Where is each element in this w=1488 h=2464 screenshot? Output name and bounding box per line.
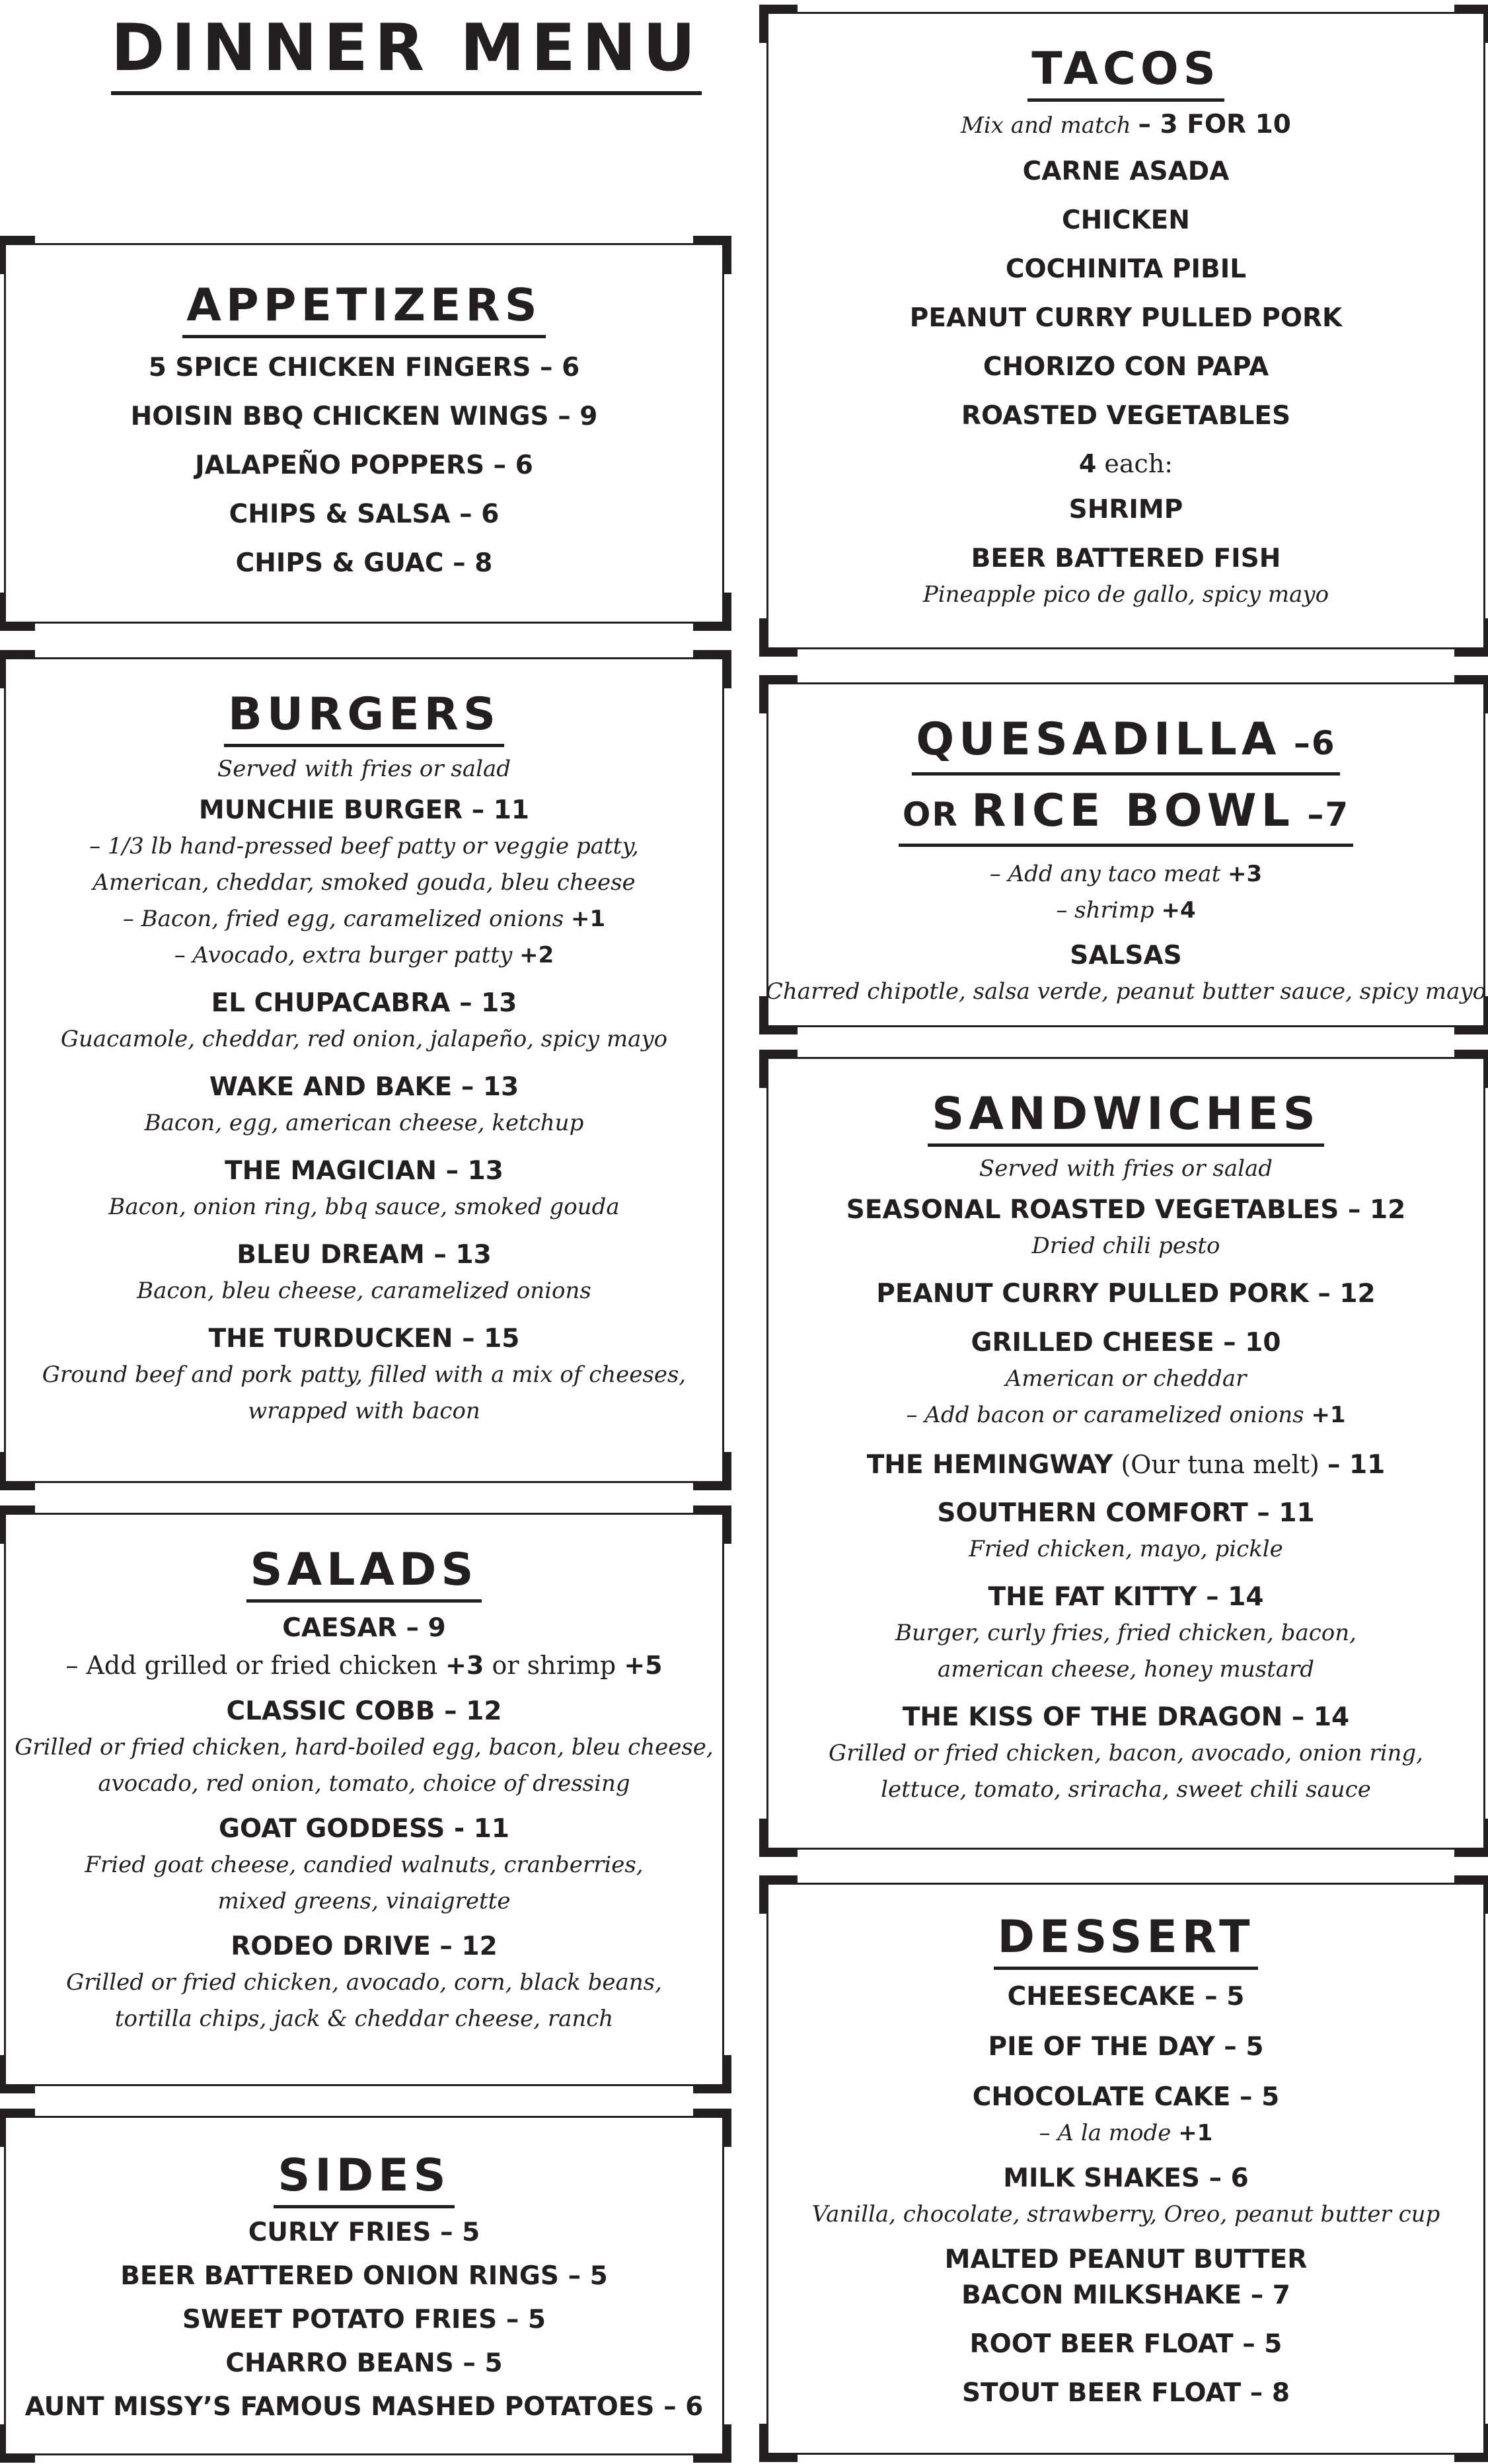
item-option: – Avocado, extra burger patty +2 xyxy=(174,942,554,968)
section-heading: BURGERS xyxy=(224,688,504,747)
corner-bracket xyxy=(759,675,798,713)
menu-item: PEANUT CURRY PULLED PORK xyxy=(909,303,1343,333)
item-description: tortilla chips, jack & cheddar cheese, ranch xyxy=(114,2006,614,2032)
premium-price-note: 4 each: xyxy=(1078,449,1173,478)
tacos-section xyxy=(766,12,1485,649)
corner-bracket xyxy=(0,2055,35,2093)
corner-bracket xyxy=(693,2109,731,2147)
corner-bracket xyxy=(759,1050,798,1088)
item-description: American or cheddar xyxy=(1005,1365,1247,1392)
quesadilla-section xyxy=(766,682,1485,1027)
item-description: Vanilla, chocolate, strawberry, Oreo, peanut butter cup xyxy=(811,2201,1440,2228)
menu-item: SOUTHERN COMFORT – 11 xyxy=(937,1498,1315,1528)
menu-item: CHICKEN xyxy=(1062,205,1190,235)
item-description: Fried goat cheese, candied walnuts, cranberries, xyxy=(85,1852,644,1878)
section-heading: APPETIZERS xyxy=(182,279,546,338)
corner-bracket xyxy=(759,2424,798,2462)
item-description: lettuce, tomato, sriracha, sweet chili sauce xyxy=(881,1776,1371,1803)
menu-item: SEASONAL ROASTED VEGETABLES – 12 xyxy=(846,1195,1406,1225)
corner-bracket xyxy=(1454,675,1488,713)
menu-item: THE HEMINGWAY (Our tuna melt) – 11 xyxy=(866,1450,1386,1480)
item-description: american cheese, honey mustard xyxy=(937,1656,1315,1683)
corner-bracket xyxy=(1454,1050,1488,1088)
item-description: Grilled or fried chicken, hard-boiled egg, bacon, bleu cheese, xyxy=(15,1734,714,1760)
corner-bracket xyxy=(1454,618,1488,657)
section-note: Mix and match – 3 FOR 10 xyxy=(961,110,1291,139)
corner-bracket xyxy=(1454,2424,1488,2462)
menu-item: PIE OF THE DAY – 5 xyxy=(988,2032,1264,2062)
section-heading: OR RICE BOWL –7 xyxy=(899,785,1353,847)
item-option: – A la mode +1 xyxy=(1039,2120,1213,2146)
menu-item: CLASSIC COBB – 12 xyxy=(226,1696,502,1726)
menu-item: MUNCHIE BURGER – 11 xyxy=(198,795,530,825)
section-heading: SIDES xyxy=(274,2150,454,2208)
item-option: – Bacon, fried egg, caramelized onions +1 xyxy=(122,906,606,932)
menu-item: BEER BATTERED ONION RINGS – 5 xyxy=(120,2261,608,2291)
burgers-section xyxy=(4,657,724,1483)
menu-item: CHARRO BEANS – 5 xyxy=(225,2348,503,2378)
menu-item: MILK SHAKES – 6 xyxy=(1003,2163,1249,2193)
corner-bracket xyxy=(1454,5,1488,43)
menu-item: CHOCOLATE CAKE – 5 xyxy=(972,2082,1280,2112)
item-description: Pineapple pico de gallo, spicy mayo xyxy=(922,581,1329,608)
corner-bracket xyxy=(0,593,35,631)
menu-item: BLEU DREAM – 13 xyxy=(237,1240,492,1270)
item-description: Guacamole, cheddar, red onion, jalapeño, spicy mayo xyxy=(60,1026,668,1052)
item-option: American, cheddar, smoked gouda, bleu cheese xyxy=(93,869,636,896)
menu-item: SHRIMP xyxy=(1068,495,1183,525)
item-description: Bacon, egg, american cheese, ketchup xyxy=(144,1110,584,1136)
menu-item: HOISIN BBQ CHICKEN WINGS – 9 xyxy=(130,402,598,431)
item-option: – 1/3 lb hand-pressed beef patty or veggie patty, xyxy=(89,833,639,859)
menu-item: CAESAR – 9 xyxy=(282,1613,446,1643)
menu-item: THE MAGICIAN – 13 xyxy=(225,1156,503,1186)
appetizers-section xyxy=(4,243,724,624)
menu-item: AUNT MISSY’S FAMOUS MASHED POTATOES – 6 xyxy=(24,2392,704,2422)
corner-bracket xyxy=(0,2109,35,2147)
corner-bracket xyxy=(693,2055,731,2093)
menu-title: DINNER MENU xyxy=(111,12,702,95)
sandwiches-section xyxy=(766,1057,1485,1850)
salads-section xyxy=(4,1513,724,2086)
corner-bracket xyxy=(693,650,731,688)
item-description: Ground beef and pork patty, filled with a mix of cheeses, xyxy=(42,1361,687,1388)
menu-item: CHIPS & GUAC – 8 xyxy=(235,548,493,578)
item-description: Burger, curly fries, fried chicken, bacon, xyxy=(895,1620,1357,1646)
menu-item: RODEO DRIVE – 12 xyxy=(231,1932,498,1961)
item-option: – Add grilled or fried chicken +3 or shrimp +5 xyxy=(65,1651,663,1680)
item-option: – Add any taco meat +3 xyxy=(989,861,1263,887)
corner-bracket xyxy=(0,650,35,688)
menu-item: GOAT GODDESS - 11 xyxy=(218,1814,510,1844)
section-heading: TACOS xyxy=(1027,43,1224,102)
section-heading: DESSERT xyxy=(994,1911,1259,1970)
section-heading: SALADS xyxy=(246,1544,482,1603)
corner-bracket xyxy=(759,1875,798,1914)
menu-item: SALSAS xyxy=(1070,941,1182,970)
item-description: Grilled or fried chicken, bacon, avocado, onion ring, xyxy=(829,1740,1423,1766)
menu-item: CHIPS & SALSA – 6 xyxy=(229,499,500,529)
menu-item: 5 SPICE CHICKEN FINGERS – 6 xyxy=(148,353,580,382)
corner-bracket xyxy=(693,236,731,274)
item-description: Charred chipotle, salsa verde, peanut butter sauce, spicy mayo xyxy=(765,978,1487,1005)
corner-bracket xyxy=(1454,1819,1488,1857)
item-description: Grilled or fried chicken, avocado, corn, black beans, xyxy=(66,1969,662,1996)
corner-bracket xyxy=(0,1452,35,1490)
corner-bracket xyxy=(759,5,798,43)
item-description: Dried chili pesto xyxy=(1031,1233,1220,1259)
menu-item: WAKE AND BAKE – 13 xyxy=(209,1072,519,1102)
section-note: Served with fries or salad xyxy=(979,1155,1273,1182)
menu-item: MALTED PEANUT BUTTER xyxy=(944,2245,1308,2274)
menu-item: THE TURDUCKEN – 15 xyxy=(208,1324,520,1354)
item-description: Fried chicken, mayo, pickle xyxy=(969,1536,1283,1562)
menu-item: BACON MILKSHAKE – 7 xyxy=(961,2280,1290,2310)
item-option: – Add bacon or caramelized onions +1 xyxy=(906,1402,1346,1428)
menu-item: THE FAT KITTY – 14 xyxy=(988,1582,1264,1612)
menu-item: ROOT BEER FLOAT – 5 xyxy=(969,2329,1283,2359)
menu-item: GRILLED CHEESE – 10 xyxy=(971,1328,1281,1358)
item-description: Bacon, onion ring, bbq sauce, smoked gouda xyxy=(108,1194,620,1220)
menu-item: JALAPEÑO POPPERS – 6 xyxy=(195,451,533,480)
menu-item: ROASTED VEGETABLES xyxy=(961,401,1291,431)
menu-item: STOUT BEER FLOAT – 8 xyxy=(961,2378,1290,2408)
menu-item: CURLY FRIES – 5 xyxy=(248,2218,480,2247)
menu-item: CARNE ASADA xyxy=(1022,157,1230,186)
corner-bracket xyxy=(0,1505,35,1544)
item-description: avocado, red onion, tomato, choice of dressing xyxy=(98,1770,630,1797)
section-heading: QUESADILLA –6 xyxy=(912,713,1339,776)
corner-bracket xyxy=(0,2424,35,2463)
sides-section xyxy=(4,2116,724,2455)
corner-bracket xyxy=(0,236,35,274)
corner-bracket xyxy=(1454,996,1488,1034)
corner-bracket xyxy=(693,1452,731,1490)
menu-item: SWEET POTATO FRIES – 5 xyxy=(182,2305,546,2335)
section-note: Served with fries or salad xyxy=(217,756,511,782)
item-description: Bacon, bleu cheese, caramelized onions xyxy=(137,1278,591,1304)
menu-item: CHEESECAKE – 5 xyxy=(1007,1982,1245,2011)
menu-item: PEANUT CURRY PULLED PORK – 12 xyxy=(876,1279,1376,1309)
menu-item: THE KISS OF THE DRAGON – 14 xyxy=(902,1702,1350,1732)
item-description: mixed greens, vinaigrette xyxy=(217,1888,511,1914)
section-heading: SANDWICHES xyxy=(928,1088,1324,1147)
menu-item: COCHINITA PIBIL xyxy=(1005,254,1247,284)
corner-bracket xyxy=(1454,1875,1488,1914)
corner-bracket xyxy=(759,618,798,657)
menu-item: BEER BATTERED FISH xyxy=(971,544,1281,573)
corner-bracket xyxy=(693,2424,731,2463)
item-option: – shrimp +4 xyxy=(1056,897,1196,924)
corner-bracket xyxy=(693,593,731,631)
item-description: wrapped with bacon xyxy=(248,1398,480,1424)
corner-bracket xyxy=(759,996,798,1034)
corner-bracket xyxy=(759,1819,798,1857)
menu-item: CHORIZO CON PAPA xyxy=(983,352,1269,382)
corner-bracket xyxy=(693,1505,731,1544)
dessert-section xyxy=(766,1883,1485,2455)
menu-item: EL CHUPACABRA – 13 xyxy=(211,988,517,1018)
